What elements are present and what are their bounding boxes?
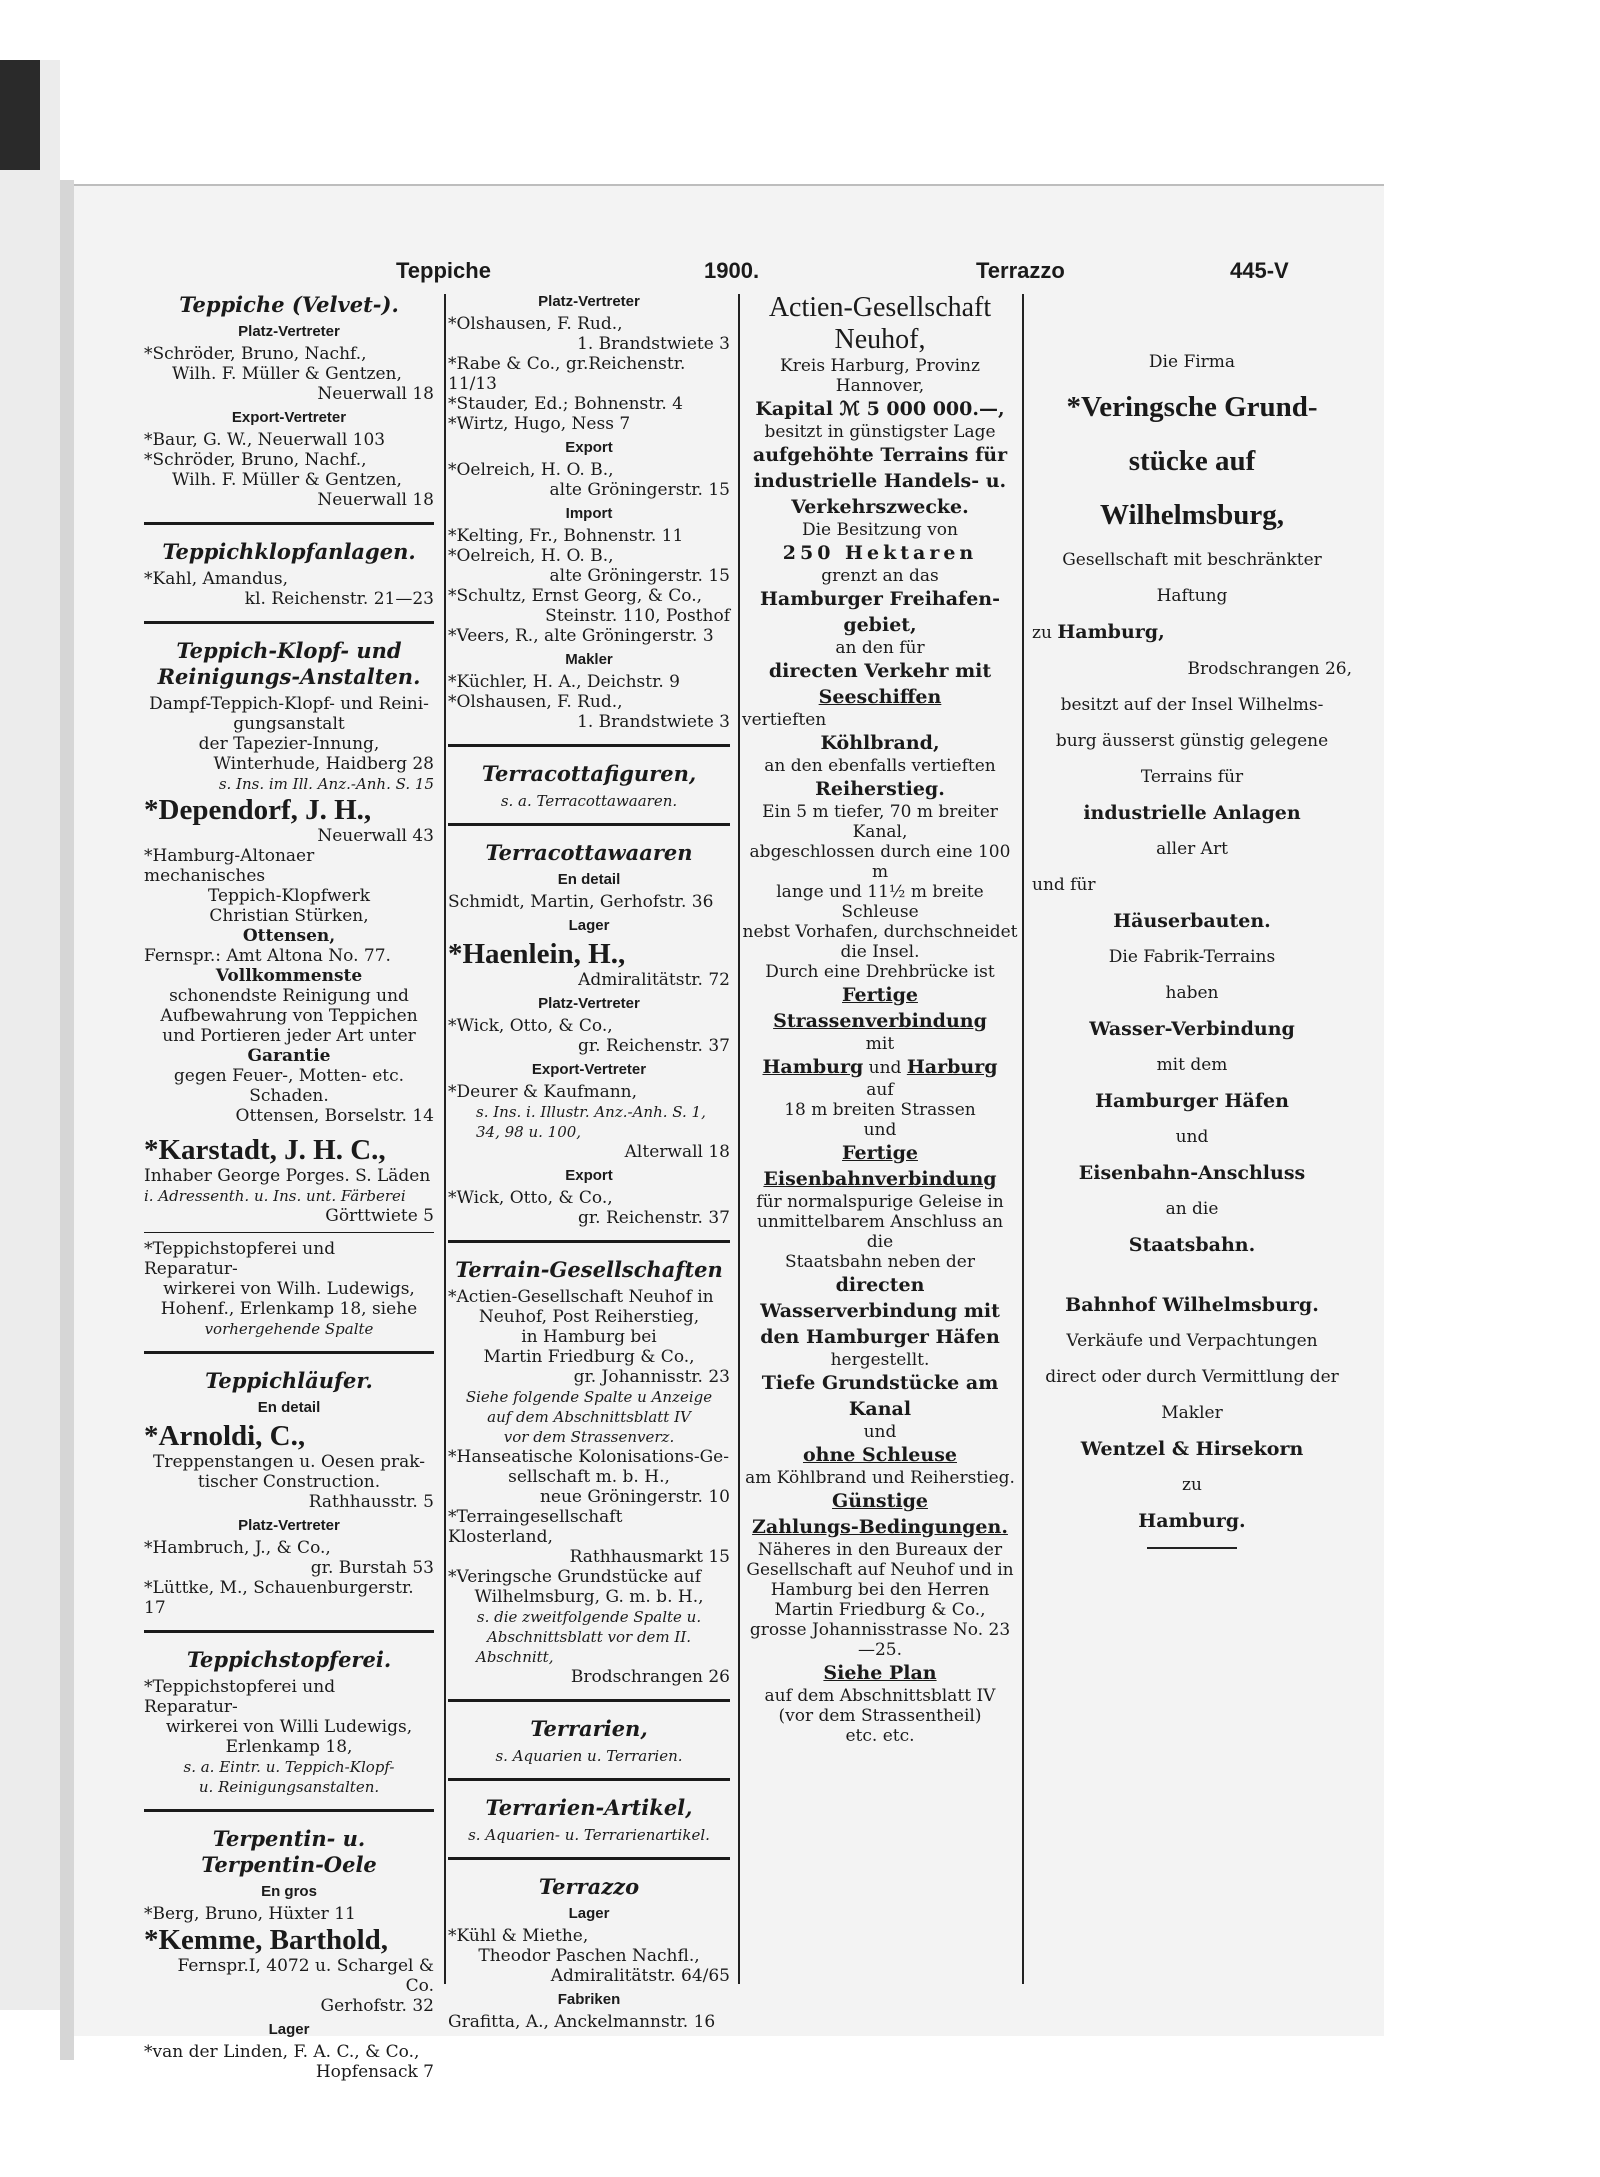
- entry: wirkerei von Willi Ludewigs,: [165, 1717, 413, 1737]
- header-year: 1900.: [704, 258, 760, 283]
- entry: *Schröder, Bruno, Nachf.,: [144, 450, 367, 470]
- divider: [144, 1232, 434, 1233]
- ad-text: an den ebenfalls vertieften: [764, 756, 996, 776]
- ad-text: Durch eine Drehbrücke ist: [765, 962, 995, 982]
- category-label: Lager: [568, 1905, 610, 1922]
- ad-text: Hamburger Häfen: [1095, 1090, 1289, 1112]
- entry: gr. Reichenstr. 37: [578, 1036, 730, 1056]
- ad-text: besitzt in günstigster Lage: [764, 422, 996, 442]
- entry: Siehe folgende Spalte u Anzeige: [465, 1388, 713, 1406]
- entry: *Oelreich, H. O. B.,: [448, 546, 614, 566]
- entry: Schaden.: [249, 1086, 329, 1106]
- ad-text: Gesellschaft auf Neuhof und in: [746, 1560, 1014, 1580]
- ad-text: 250 Hektaren: [782, 542, 978, 564]
- entry: und Portieren jeder Art unter: [162, 1026, 416, 1046]
- divider: [144, 522, 434, 525]
- ad-text: burg äusserst günstig gelegene: [1055, 731, 1329, 751]
- divider: [448, 1778, 730, 1781]
- ad-text: [1032, 622, 1352, 643]
- section-title: Teppichstopferei.: [186, 1647, 392, 1672]
- ad-text: aufgehöhte Terrains für: [752, 444, 1008, 466]
- entry: gegen Feuer-, Motten- etc.: [173, 1066, 405, 1086]
- entry: Brodschrangen 26: [570, 1667, 730, 1687]
- entry: Abschnitt,: [476, 1648, 554, 1666]
- ad-text: an die: [1165, 1199, 1219, 1219]
- divider: [448, 1240, 730, 1243]
- category-label: Import: [565, 505, 613, 522]
- firm-name: *Kemme, Barthold,: [144, 1924, 389, 1956]
- ad-text: nebst Vorhafen, durchschneidet: [742, 922, 1018, 942]
- advert-neuhof: [742, 292, 1018, 1746]
- entry: *Teppichstopferei und Reparatur-: [144, 1677, 336, 1717]
- entry: *Terraingesellschaft Klosterland,: [448, 1507, 623, 1547]
- ad-text: Siehe Plan: [823, 1662, 937, 1684]
- ad-text: Verkehrszwecke.: [791, 496, 969, 518]
- entry: gr. Johannisstr. 23: [573, 1367, 730, 1387]
- divider: [448, 823, 730, 826]
- ad-text: directen Verkehr mit: [768, 660, 992, 682]
- ad-text: zu: [1182, 1475, 1202, 1495]
- ad-text: mit: [865, 1034, 895, 1054]
- entry: *Lüttke, M., Schauenburgerstr. 17: [144, 1578, 414, 1618]
- ad-text: Tiefe Grundstücke am: [761, 1372, 999, 1394]
- category-label: Export-Vertreter: [231, 409, 347, 426]
- ad-text: Hamburg bei den Herren: [770, 1580, 990, 1600]
- ad-text: Gesellschaft mit beschränkter: [1062, 550, 1322, 570]
- category-label: En detail: [257, 1399, 321, 1416]
- ad-text: Wasserverbindung mit: [760, 1300, 1000, 1322]
- entry: *Veringsche Grundstücke auf: [448, 1567, 701, 1587]
- column-rule: [444, 294, 446, 1984]
- divider: [144, 621, 434, 624]
- entry: Vollkommenste: [215, 966, 363, 986]
- entry: Abschnittsblatt vor dem II.: [486, 1628, 692, 1646]
- ad-text: Die Fabrik-Terrains: [1108, 947, 1276, 967]
- entry: Schmidt, Martin, Gerhofstr. 36: [448, 892, 714, 912]
- column-rule: [1022, 294, 1024, 1984]
- ad-text: und: [863, 1422, 897, 1442]
- ad-title: Neuhof,: [834, 324, 926, 355]
- ad-text: Fertige: [842, 1142, 918, 1164]
- entry: s. a. Eintr. u. Teppich-Klopf-: [183, 1758, 395, 1776]
- entry: Wilhelmsburg, G. m. b. H.,: [474, 1587, 704, 1607]
- entry: *Hamburg-Altonaer mechanisches: [144, 846, 315, 886]
- entry: s. Aquarien u. Terrarien.: [495, 1747, 683, 1765]
- entry: Hopfensack 7: [315, 2062, 434, 2082]
- section-title: Teppiche (Velvet-).: [179, 292, 399, 317]
- ad-text: Martin Friedburg & Co.,: [774, 1600, 986, 1620]
- entry: Fernspr.: Amt Altona No. 77.: [144, 946, 391, 966]
- category-label: Platz-Vertreter: [538, 995, 640, 1012]
- divider: [448, 744, 730, 747]
- ad-text: hergestellt.: [830, 1350, 930, 1370]
- category-label: Fabriken: [557, 1991, 621, 2008]
- firm-name: *Karstadt, J. H. C.,: [144, 1134, 386, 1166]
- divider: [144, 1351, 434, 1354]
- entry: Admiralitätstr. 64/65: [550, 1966, 730, 1986]
- header-left: Teppiche: [396, 258, 491, 283]
- entry: s. Ins. i. Illustr. Anz.-Anh. S. 1,: [476, 1103, 706, 1121]
- column-rule: [738, 294, 740, 1984]
- ad-text: industrielle Handels- u.: [753, 470, 1007, 492]
- ad-text: mit dem: [1156, 1055, 1228, 1075]
- entry: Alterwall 18: [624, 1142, 730, 1162]
- entry: Aufbewahrung von Teppichen: [160, 1006, 418, 1026]
- entry: Martin Friedburg & Co.,: [483, 1347, 695, 1367]
- entry: Rathhausmarkt 15: [569, 1547, 730, 1567]
- ad-text: ohne Schleuse: [802, 1444, 957, 1466]
- entry: auf dem Abschnittsblatt IV: [487, 1408, 691, 1426]
- entry: gungsanstalt: [233, 714, 345, 734]
- entry: *Schröder, Bruno, Nachf.,: [144, 344, 367, 364]
- entry: kl. Reichenstr. 21—23: [244, 589, 434, 609]
- book-spine: [0, 60, 60, 2010]
- section-title: Teppich-Klopf- und: [176, 638, 402, 663]
- firm-name: *Haenlein, H.,: [448, 938, 626, 970]
- category-label: Lager: [268, 2021, 310, 2038]
- entry: *Hambruch, J., & Co.,: [144, 1538, 331, 1558]
- entry: Garantie: [247, 1046, 331, 1066]
- entry: alte Gröningerstr. 15: [549, 480, 730, 500]
- ad-text: Wentzel & Hirsekorn: [1080, 1438, 1304, 1460]
- entry: vorhergehende Spalte: [204, 1320, 374, 1338]
- ad-text: grosse Johannisstrasse No. 23—25.: [749, 1620, 1011, 1660]
- ad-text: Näheres in den Bureaux der: [757, 1540, 1003, 1560]
- ad-text: Makler: [1161, 1403, 1223, 1423]
- entry: s. Ins. im Ill. Anz.-Anh. S. 15: [218, 775, 434, 793]
- ad-text: aller Art: [1156, 839, 1228, 859]
- entry: Ottensen,: [242, 926, 336, 946]
- category-label: Lager: [568, 917, 610, 934]
- category-label: Platz-Vertreter: [238, 323, 340, 340]
- entry: Winterhude, Haidberg 28: [213, 754, 434, 774]
- ad-text: Hamburg,: [1057, 621, 1165, 643]
- entry: Neuerwall 18: [317, 490, 434, 510]
- entry: tischer Construction.: [197, 1472, 381, 1492]
- entry: Admiralitätstr. 72: [578, 970, 730, 990]
- entry: Neuhof, Post Reiherstieg,: [478, 1307, 700, 1327]
- entry: *Olshausen, F. Rud.,: [448, 692, 623, 712]
- entry: sellschaft m. b. H.,: [508, 1467, 670, 1487]
- ad-text: Kanal: [848, 1398, 912, 1420]
- entry: Dampf-Teppich-Klopf- und Reini-: [149, 694, 429, 714]
- entry: *Wirtz, Hugo, Ness 7: [448, 414, 631, 434]
- ad-text: und für: [1032, 875, 1096, 895]
- entry: *Teppichstopferei und Reparatur-: [144, 1239, 336, 1279]
- section-title: Terrazzo: [538, 1874, 640, 1899]
- category-label: Platz-Vertreter: [238, 1517, 340, 1534]
- entry: Christian Stürken,: [209, 906, 369, 926]
- ad-text: etc. etc.: [845, 1726, 915, 1746]
- directory-page: [74, 184, 1384, 2082]
- ad-text: 18 m breiten Strassen: [784, 1100, 976, 1120]
- entry: *van der Linden, F. A. C., & Co.,: [144, 2042, 420, 2062]
- firm-name: *Dependorf, J. H.,: [144, 794, 372, 826]
- ad-title: Actien-Gesellschaft: [768, 292, 992, 323]
- entry: Rathhausstr. 5: [308, 1492, 434, 1512]
- entry: *Berg, Bruno, Hüxter 11: [144, 1904, 356, 1924]
- entry: *Wick, Otto, & Co.,: [448, 1016, 613, 1036]
- section-title: Terpentin- u.: [212, 1826, 366, 1851]
- ad-text: abgeschlossen durch eine 100 m: [749, 842, 1011, 882]
- entry: *Olshausen, F. Rud.,: [448, 314, 623, 334]
- entry: u. Reinigungsanstalten.: [198, 1778, 380, 1796]
- ad-text: an den für: [835, 638, 925, 658]
- entry: *Oelreich, H. O. B.,: [448, 460, 614, 480]
- ad-text: direct oder durch Vermittlung der: [1045, 1367, 1339, 1387]
- ad-text: directen: [835, 1274, 925, 1296]
- ad-text: auf dem Abschnittsblatt IV: [764, 1686, 996, 1706]
- section-title: Terrarien,: [530, 1716, 648, 1741]
- ad-text: Reiherstieg.: [815, 778, 945, 800]
- ad-text: Kreis Harburg, Provinz Hannover,: [780, 356, 980, 396]
- ad-text: Staatsbahn.: [1128, 1234, 1256, 1256]
- category-label: Makler: [565, 651, 613, 668]
- ad-text: Die Besitzung von: [801, 520, 958, 540]
- entry: *Veers, R., alte Gröningerstr. 3: [448, 626, 714, 646]
- divider: [448, 1857, 730, 1860]
- section-title: Terracottawaaren: [485, 840, 693, 865]
- entry: 1. Brandstwiete 3: [577, 334, 730, 354]
- advert-veringsche: [1032, 336, 1352, 1549]
- ad-text: für normalspurige Geleise in: [756, 1192, 1004, 1212]
- divider: [144, 1630, 434, 1633]
- column-2: [448, 292, 730, 2032]
- ad-text: Kapital ℳ 5 000 000.—,: [755, 398, 1005, 420]
- category-label: Platz-Vertreter: [538, 293, 640, 310]
- ad-text: Hamburg: [762, 1056, 864, 1078]
- entry: Theodor Paschen Nachfl.,: [478, 1946, 700, 1966]
- ad-text: und: [1175, 1127, 1209, 1147]
- category-label: Export: [565, 1167, 613, 1184]
- ad-text: (vor dem Strassentheil): [778, 1706, 982, 1726]
- entry: Erlenkamp 18,: [225, 1737, 353, 1757]
- entry: *Hanseatische Kolonisations-Ge-: [448, 1447, 729, 1467]
- ad-text: Terrains für: [1140, 767, 1244, 787]
- section-title: Reinigungs-Anstalten.: [157, 664, 421, 689]
- category-label: En gros: [261, 1883, 317, 1900]
- entry: s. Aquarien- u. Terrarienartikel.: [468, 1826, 710, 1844]
- entry: Steinstr. 110, Posthof: [545, 606, 730, 626]
- section-title: Terrain-Gesellschaften: [455, 1257, 723, 1282]
- ad-text: industrielle Anlagen: [1083, 802, 1301, 824]
- entry: *Kelting, Fr., Bohnenstr. 11: [448, 526, 684, 546]
- section-title: Teppichklopfanlagen.: [162, 539, 416, 564]
- ad-text: Häuserbauten.: [1113, 910, 1271, 932]
- section-title: Terrarien-Artikel,: [485, 1795, 693, 1820]
- ad-text: Verkäufe und Verpachtungen: [1066, 1331, 1318, 1351]
- entry: s. die zweitfolgende Spalte u.: [476, 1608, 702, 1626]
- ad-text: Brodschrangen 26,: [1187, 659, 1352, 679]
- entry: *Stauder, Ed.; Bohnenstr. 4: [448, 394, 683, 414]
- ad-text: vertieften: [742, 710, 827, 730]
- ad-text: Günstige: [832, 1490, 928, 1512]
- entry: *Baur, G. W., Neuerwall 103: [144, 430, 386, 450]
- ad-text: grenzt an das: [821, 566, 939, 586]
- ad-text: Wasser-Verbindung: [1089, 1018, 1295, 1040]
- ad-text: Staatsbahn neben der: [785, 1252, 975, 1272]
- ad-text: auf: [866, 1080, 894, 1100]
- ad-text: Zahlungs-Bedingungen.: [752, 1516, 1008, 1538]
- ad-text: Seeschiffen: [818, 686, 942, 708]
- entry: Wilh. F. Müller & Gentzen,: [172, 364, 402, 384]
- entry: Fernspr.I, 4072 u. Schargel & Co.: [177, 1956, 434, 1996]
- entry: 1. Brandstwiete 3: [577, 712, 730, 732]
- ad-title: Wilhelmsburg,: [1100, 499, 1284, 531]
- entry: Neuerwall 18: [317, 384, 434, 404]
- category-label: Export-Vertreter: [531, 1061, 647, 1078]
- section-title: Teppichläufer.: [205, 1368, 373, 1393]
- entry: i. Adressenth. u. Ins. unt. Färberei: [144, 1187, 406, 1205]
- entry: *Rabe & Co., gr.Reichenstr. 11/13: [448, 354, 686, 394]
- entry: gr. Burstah 53: [310, 1558, 434, 1578]
- ad-text: und: [863, 1120, 897, 1140]
- entry: in Hamburg bei: [521, 1327, 657, 1347]
- closing-rule: [1147, 1547, 1237, 1549]
- book-edge: [60, 180, 74, 2060]
- ad-text: Haftung: [1156, 586, 1228, 606]
- divider: [144, 1809, 434, 1812]
- entry: wirkerei von Wilh. Ludewigs,: [163, 1279, 415, 1299]
- ad-text: besitzt auf der Insel Wilhelms-: [1060, 695, 1324, 715]
- entry: gr. Reichenstr. 37: [578, 1208, 730, 1228]
- entry: s. a. Terracottawaaren.: [500, 792, 678, 810]
- entry: *Actien-Gesellschaft Neuhof in: [448, 1287, 714, 1307]
- entry: Ottensen, Borselstr. 14: [235, 1106, 434, 1126]
- ad-text: Hamburger Freihafen-: [759, 588, 1001, 610]
- ad-text: Strassenverbindung: [773, 1010, 987, 1032]
- entry: *Deurer & Kaufmann,: [448, 1082, 638, 1102]
- entry: Görttwiete 5: [325, 1206, 434, 1226]
- divider: [448, 1699, 730, 1702]
- ad-text: Eisenbahn-Anschluss: [1078, 1162, 1306, 1184]
- ad-text: Eisenbahnverbindung: [763, 1168, 997, 1190]
- entry: Neuerwall 43: [317, 826, 434, 846]
- entry: der Tapezier-Innung,: [198, 734, 380, 754]
- entry: Treppenstangen u. Oesen prak-: [152, 1452, 426, 1472]
- ad-text: unmittelbarem Anschluss an die: [756, 1212, 1004, 1252]
- entry: vor dem Strassenverz.: [503, 1428, 675, 1446]
- ad-text: und: [868, 1058, 902, 1078]
- entry: Grafitta, A., Anckelmannstr. 16: [448, 2012, 716, 2032]
- ad-text: Ein 5 m tiefer, 70 m breiter Kanal,: [762, 802, 998, 842]
- ad-text: Harburg: [906, 1056, 998, 1078]
- ad-text: zu: [1032, 623, 1052, 643]
- page-number: 445-V: [1230, 258, 1289, 283]
- ad-text: Hamburg.: [1138, 1510, 1246, 1532]
- ad-text: die Insel.: [840, 942, 920, 962]
- entry: Teppich-Klopfwerk: [207, 886, 371, 906]
- entry: Gerhofstr. 32: [320, 1996, 434, 2016]
- ad-text: Köhlbrand,: [820, 732, 940, 754]
- section-title: Terpentin-Oele: [201, 1852, 377, 1877]
- entry: schonendste Reinigung und: [169, 986, 409, 1006]
- ad-text: Die Firma: [1148, 352, 1236, 372]
- entry: *Schultz, Ernst Georg, & Co.,: [448, 586, 703, 606]
- ad-text: gebiet,: [843, 614, 917, 636]
- column-1: [144, 292, 434, 2082]
- firm-name: *Arnoldi, C.,: [144, 1420, 306, 1452]
- category-label: En detail: [557, 871, 621, 888]
- ad-title: stücke auf: [1128, 445, 1256, 477]
- ad-text: [742, 1054, 1018, 1080]
- entry: Hohenf., Erlenkamp 18, siehe: [160, 1299, 418, 1319]
- ad-text: am Köhlbrand und Reiherstieg.: [745, 1468, 1015, 1488]
- section-title: Terracottafiguren,: [481, 761, 697, 786]
- entry: *Kühl & Miethe,: [448, 1926, 589, 1946]
- entry: *Wick, Otto, & Co.,: [448, 1188, 613, 1208]
- ad-text: lange und 11½ m breite Schleuse: [776, 882, 984, 922]
- entry: 34, 98 u. 100,: [476, 1123, 582, 1141]
- entry: Inhaber George Porges. S. Läden: [144, 1166, 431, 1186]
- category-label: Export: [565, 439, 613, 456]
- binding-corner: [0, 60, 40, 170]
- ad-text: den Hamburger Häfen: [760, 1326, 1000, 1348]
- entry: *Küchler, H. A., Deichstr. 9: [448, 672, 680, 692]
- ad-text: Fertige: [842, 984, 918, 1006]
- header-right: Terrazzo: [976, 258, 1065, 283]
- entry: neue Gröningerstr. 10: [539, 1487, 730, 1507]
- ad-text: Bahnhof Wilhelmsburg.: [1065, 1294, 1319, 1316]
- entry: alte Gröningerstr. 15: [549, 566, 730, 586]
- ad-title: *Veringsche Grund-: [1066, 391, 1318, 423]
- ad-text: haben: [1165, 983, 1219, 1003]
- entry: Wilh. F. Müller & Gentzen,: [172, 470, 402, 490]
- entry: *Kahl, Amandus,: [144, 569, 288, 589]
